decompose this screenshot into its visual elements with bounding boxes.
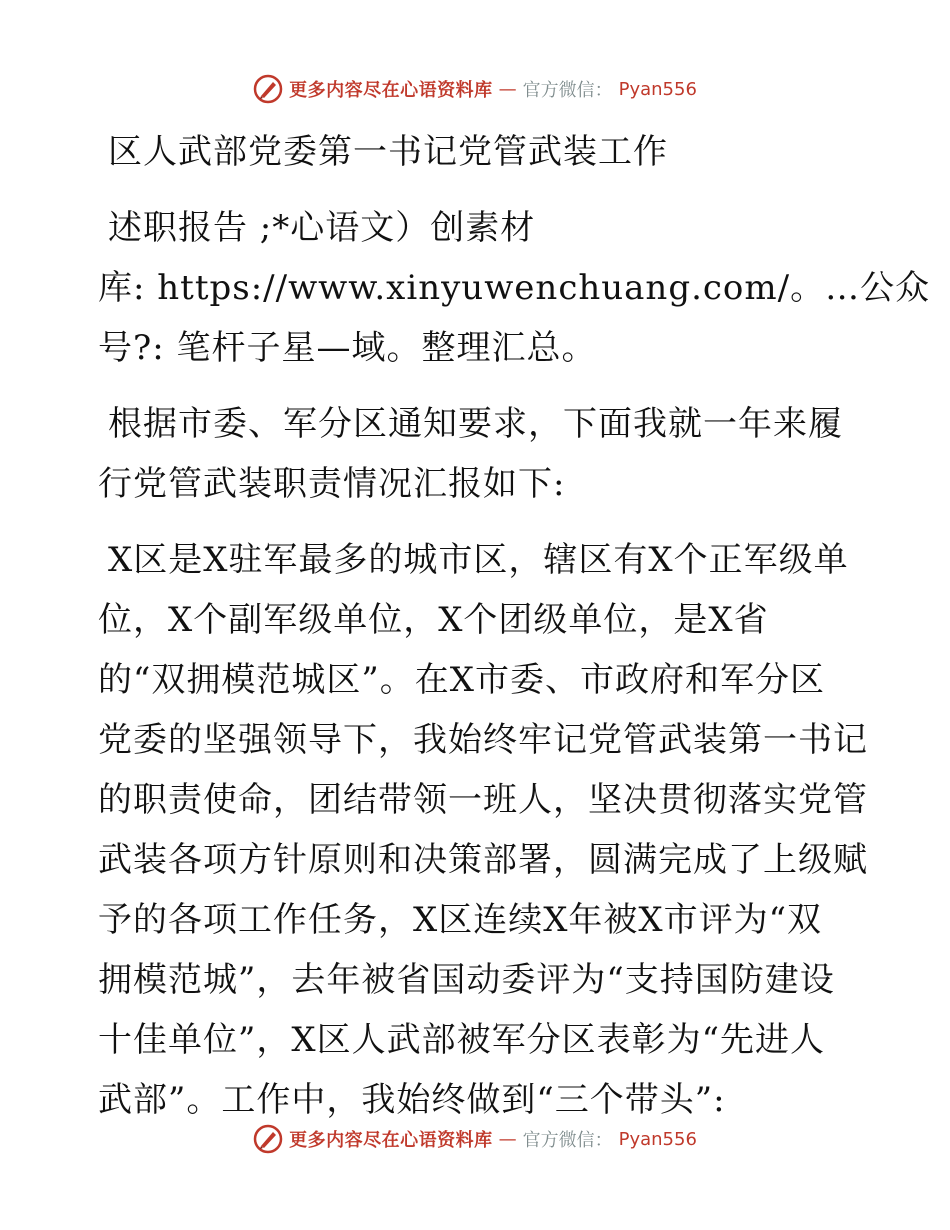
document-title-line-1: 区人武部党委第一书记党管武装工作 bbox=[108, 132, 668, 172]
paragraph-2-line-2: 位，X个副军级单位，X个团级单位，是X省 bbox=[98, 600, 769, 640]
paragraph-1-line-1: 根据市委、军分区通知要求，下面我就一年来履 bbox=[108, 404, 843, 444]
source-line-2: 号?: 笔杆子星—域。整理汇总。 bbox=[98, 328, 597, 368]
watermark-contact-id: Pyan556 bbox=[618, 78, 697, 100]
pen-logo-icon bbox=[253, 1124, 283, 1154]
paragraph-2-line-5: 的职责使命，团结带领一班人，坚决贯彻落实党管 bbox=[98, 780, 868, 820]
document-title-line-2: 述职报告 ;*心语文）创素材 bbox=[108, 208, 536, 248]
pen-logo-icon bbox=[253, 74, 283, 104]
source-line-1: 库: https://www.xinyuwenchuang.com/。…公众 bbox=[98, 268, 931, 308]
watermark-contact-label: 官方微信： bbox=[522, 80, 613, 101]
watermark-contact-id: Pyan556 bbox=[618, 1128, 697, 1150]
paragraph-2-line-4: 党委的坚强领导下，我始终牢记党管武装第一书记 bbox=[98, 720, 868, 760]
watermark-separator: — bbox=[498, 78, 517, 100]
paragraph-2-line-1: X区是X驻军最多的城市区，辖区有X个正军级单 bbox=[108, 540, 849, 580]
watermark-brand: 更多内容尽在心语资料库 bbox=[289, 1130, 493, 1151]
paragraph-2-line-8: 拥模范城”，去年被省国动委评为“支持国防建设 bbox=[98, 960, 835, 1000]
watermark-header bbox=[0, 74, 950, 104]
watermark-contact-label: 官方微信： bbox=[522, 1130, 613, 1151]
paragraph-2-line-3: 的“双拥模范城区”。在X市委、市政府和军分区 bbox=[98, 660, 825, 700]
paragraph-2-line-7: 予的各项工作任务，X区连续X年被X市评为“双 bbox=[98, 900, 822, 940]
watermark-brand: 更多内容尽在心语资料库 bbox=[289, 80, 493, 101]
paragraph-2-line-9: 十佳单位”，X区人武部被军分区表彰为“先进人 bbox=[98, 1020, 825, 1060]
watermark-separator: — bbox=[498, 1128, 517, 1150]
paragraph-1-line-2: 行党管武装职责情况汇报如下: bbox=[98, 464, 566, 504]
watermark-footer bbox=[0, 1124, 950, 1154]
paragraph-2-line-10: 武部”。工作中，我始终做到“三个带头”: bbox=[98, 1080, 726, 1120]
document-body bbox=[98, 122, 931, 1130]
paragraph-2-line-6: 武装各项方针原则和决策部署，圆满完成了上级赋 bbox=[98, 840, 868, 880]
